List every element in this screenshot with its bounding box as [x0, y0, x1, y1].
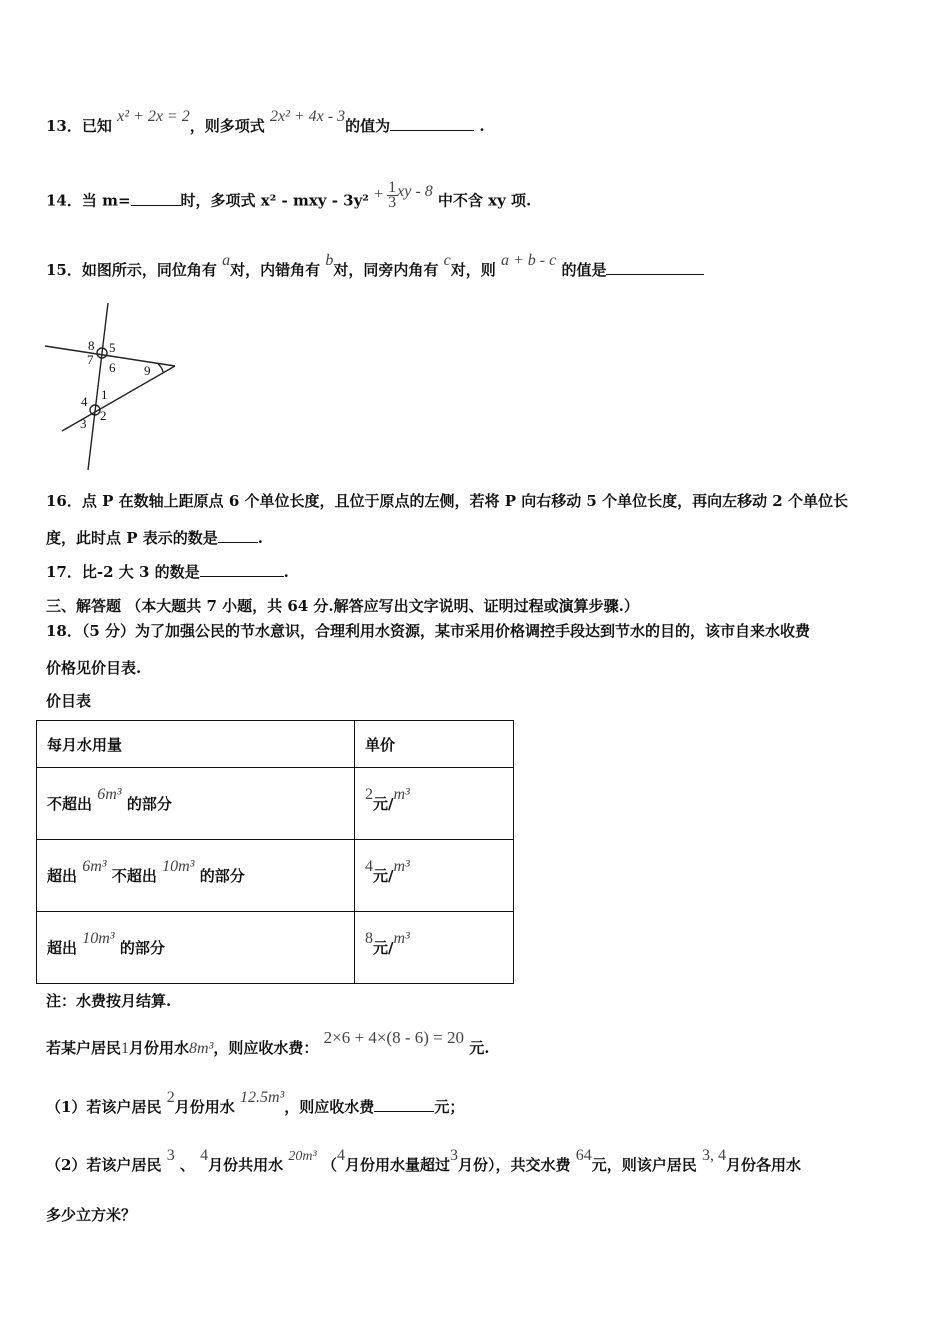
text: 对，内错角有 — [230, 261, 321, 279]
math-term: xy - 8 — [397, 182, 433, 200]
question-13 — [46, 108, 485, 136]
fraction: + $\frac{1}{3}$ — [374, 179, 397, 211]
text: 超出 — [47, 939, 78, 957]
month-numbers: 3, 4 — [702, 1147, 726, 1164]
fraction-numerator: 1 — [388, 179, 397, 196]
variable-b: b — [325, 252, 334, 269]
unit-text: 元/ — [373, 939, 394, 957]
text: . — [283, 563, 289, 581]
answer-blank[interactable] — [606, 260, 704, 275]
text: 若某户居民 — [46, 1039, 122, 1057]
text: 16．点 P 在数轴上距原点 6 个单位长度，且位于原点的左侧，若将 P 向右移动 5 个单位长度，再向左移动 2 个单位长 — [46, 492, 848, 510]
text: 的部分 — [199, 867, 245, 885]
variable-c: c — [443, 252, 451, 269]
text: （1）若该户居民 — [46, 1098, 162, 1116]
text: 元. — [469, 1039, 490, 1057]
note — [46, 990, 171, 1011]
text: 17．比-2 大 3 的数是 — [46, 563, 200, 581]
math-equation: x² + 2x = 2 — [117, 108, 190, 125]
angle-arc — [158, 364, 163, 372]
section-title: 三、解答题 （本大题共 7 小题，共 64 分.解答应写出文字说明、证明过程或演算步骤.） — [46, 597, 639, 615]
angle-label-6: 6 — [109, 360, 116, 375]
line-bottom — [62, 366, 175, 431]
price-table — [36, 720, 514, 984]
text: （2）若该户居民 — [46, 1156, 162, 1174]
table-header: 单价 — [355, 721, 514, 768]
text: 的值为 — [345, 117, 391, 135]
usage-cell — [37, 840, 355, 912]
text: 当 m= — [81, 191, 131, 210]
unit-text: 元/ — [373, 867, 394, 885]
table-title — [46, 690, 91, 711]
variable-a: a — [222, 252, 231, 269]
fee-value: 64 — [575, 1147, 592, 1164]
math-volume: 6m³ — [97, 786, 122, 803]
question-18 — [46, 620, 810, 641]
math-volume: 12.5m³ — [239, 1089, 285, 1106]
price-value: 8 — [365, 930, 373, 947]
question-18-part-2-cont — [46, 1204, 136, 1225]
month-number: 2 — [166, 1089, 175, 1106]
fraction-denominator: 3 — [388, 194, 397, 211]
answer-blank[interactable] — [218, 528, 258, 543]
text: 时，多项式 x² - mxy - 3y² — [180, 191, 369, 210]
question-17 — [46, 561, 289, 582]
text: ，则应收水费： — [213, 1039, 319, 1057]
math-unit: m³ — [393, 858, 410, 875]
text: 、 — [179, 1156, 195, 1174]
unit-text: 元/ — [373, 795, 394, 813]
usage-cell — [37, 768, 355, 840]
answer-blank[interactable] — [374, 1097, 434, 1112]
example — [46, 1028, 490, 1058]
text: 的值是 — [561, 261, 607, 279]
usage-cell — [37, 912, 355, 984]
text: 月份用水 — [174, 1098, 235, 1116]
text: 18．（5 分）为了加强公民的节水意识，合理利用水资源，某市采用价格调控手段达到节水的目的，该市自来水收费 — [46, 622, 811, 640]
table-row — [37, 768, 514, 840]
angle-label-7: 7 — [87, 352, 94, 367]
question-18-cont — [46, 657, 141, 678]
text: 不超出 — [111, 867, 157, 885]
angle-label-1: 1 — [101, 387, 108, 402]
text: 月份共用水 — [208, 1156, 284, 1174]
text: 不超出 — [47, 795, 93, 813]
math-unit: m³ — [393, 930, 410, 947]
month-number: 4 — [336, 1147, 345, 1164]
text: 对，则 — [450, 261, 496, 279]
question-18-part-2 — [46, 1147, 802, 1175]
math-volume: 8m³ — [189, 1040, 214, 1057]
text: 超出 — [47, 867, 78, 885]
math-volume: 10m³ — [162, 858, 195, 875]
section-heading — [46, 595, 639, 616]
question-14 — [46, 179, 532, 216]
answer-blank[interactable] — [200, 562, 284, 577]
question-15 — [46, 252, 704, 280]
text: 已知 — [81, 117, 112, 135]
math-volume: 6m³ — [82, 858, 107, 875]
answer-blank[interactable] — [390, 116, 474, 131]
question-18-part-1 — [46, 1089, 465, 1117]
angle-label-3: 3 — [80, 416, 87, 431]
question-16 — [46, 490, 848, 511]
price-cell — [355, 912, 514, 984]
text: . — [257, 529, 263, 547]
text: 注：水费按月结算. — [46, 992, 172, 1010]
price-cell — [355, 768, 514, 840]
angle-figure — [40, 298, 190, 478]
text: 的部分 — [119, 939, 165, 957]
text: 如图所示，同位角有 — [81, 261, 217, 279]
angle-label-8: 8 — [88, 338, 95, 353]
text: 度，此时点 P 表示的数是 — [46, 529, 218, 547]
table-row — [37, 912, 514, 984]
angle-label-9: 9 — [144, 363, 151, 378]
price-cell — [355, 840, 514, 912]
math-volume: 10m³ — [82, 930, 115, 947]
text: （ — [321, 1156, 337, 1174]
math-expression: a + b - c — [500, 252, 557, 269]
text: 元； — [434, 1098, 465, 1116]
question-number: 14． — [46, 191, 82, 210]
text: 价目表 — [46, 692, 92, 710]
math-expression: 2×6 + 4×(8 - 6) = 20 — [323, 1028, 464, 1047]
text: 月份各用水 — [726, 1156, 802, 1174]
text: 对，同旁内角有 — [333, 261, 439, 279]
text: . — [479, 117, 485, 135]
table-header-row — [37, 721, 514, 768]
month-number: 3 — [450, 1147, 458, 1164]
answer-blank[interactable] — [131, 191, 181, 206]
table-row — [37, 840, 514, 912]
text: 月份用水量超过 — [344, 1156, 450, 1174]
text: 价格见价目表. — [46, 659, 142, 677]
text: 多少立方米？ — [46, 1206, 137, 1224]
question-number: 15． — [46, 261, 82, 279]
math-unit: m³ — [393, 786, 410, 803]
month-number: 1 — [121, 1040, 130, 1057]
table-header: 每月水用量 — [37, 721, 355, 768]
month-number: 4 — [200, 1147, 209, 1164]
price-value: 4 — [365, 858, 373, 875]
question-number: 13． — [46, 117, 82, 135]
question-16-cont — [46, 527, 263, 548]
text: 月份用水 — [129, 1039, 190, 1057]
text: 元，则该户居民 — [591, 1156, 697, 1174]
angle-label-5: 5 — [109, 340, 116, 355]
math-volume: 20m³ — [288, 1149, 317, 1164]
math-expression: 2x² + 4x - 3 — [269, 108, 346, 125]
text: 月份），共交水费 — [458, 1156, 571, 1174]
angle-label-4: 4 — [81, 394, 88, 409]
text: 的部分 — [126, 795, 172, 813]
text: 中不含 xy 项. — [437, 191, 532, 210]
price-value: 2 — [365, 786, 373, 803]
angle-label-2: 2 — [100, 408, 107, 423]
text: ，则应收水费 — [284, 1098, 375, 1116]
month-number: 3 — [166, 1147, 175, 1164]
text: ，则多项式 — [189, 117, 265, 135]
